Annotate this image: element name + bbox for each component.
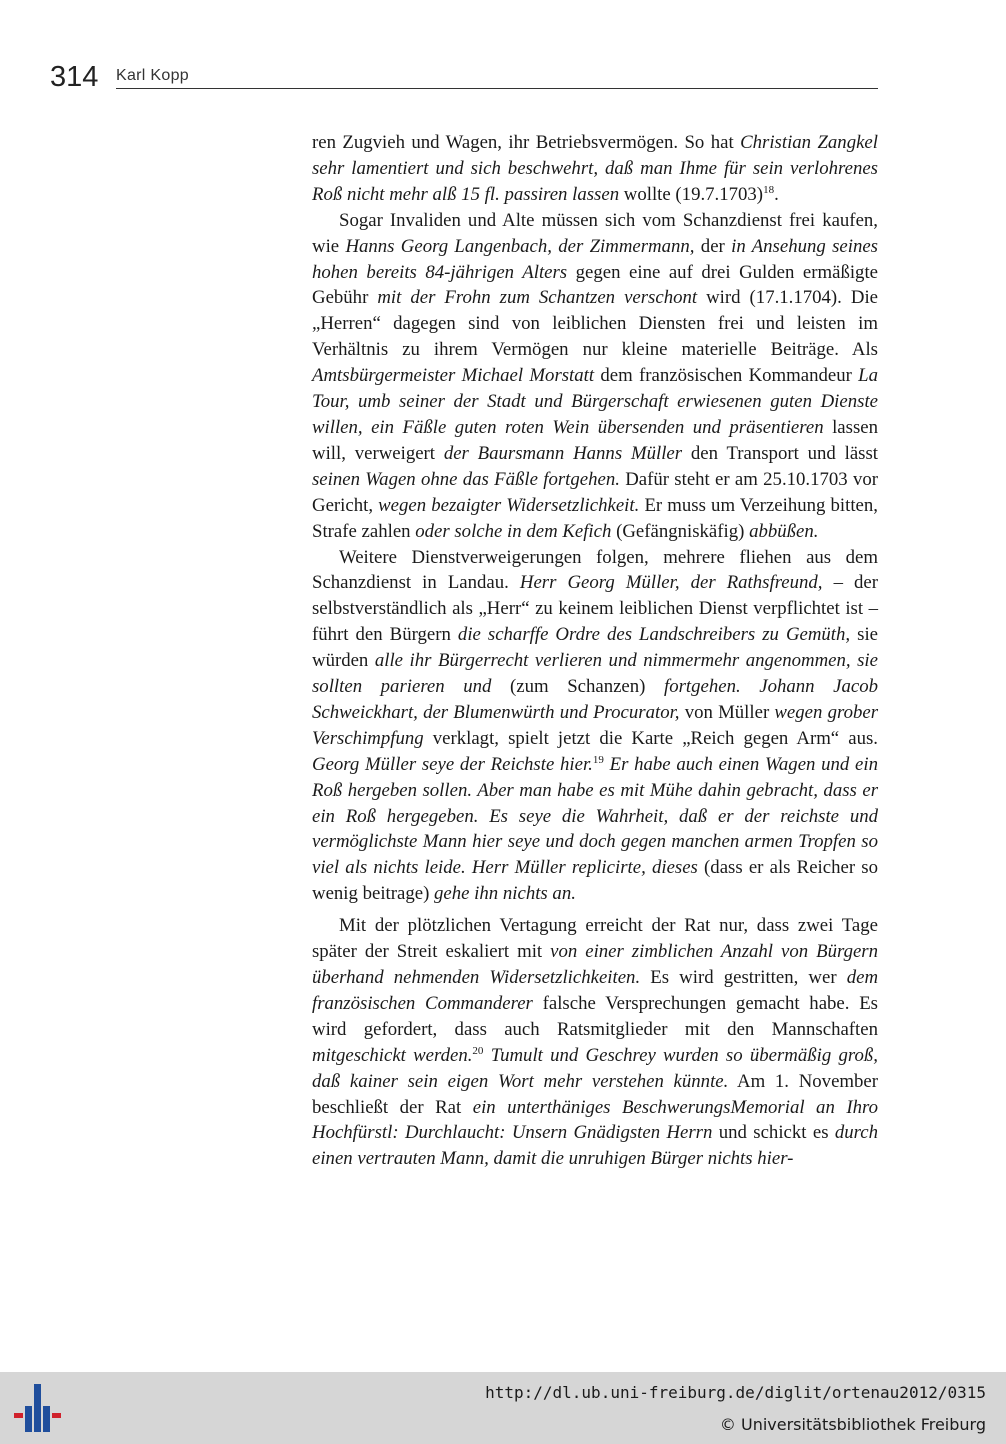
- text-run: Sogar Invaliden und Alte müssen sich vom Schanzdienst frei kaufen, wie: [312, 209, 878, 257]
- italic-quote: in Ansehung seines hohen bereits 84-jährigen Alters: [312, 235, 878, 283]
- footnote-ref: 20: [472, 1044, 484, 1057]
- italic-quote: Hanns Georg Langenbach, der Zimmermann,: [345, 235, 695, 257]
- text-run: verklagt, spielt jetzt die Karte „Reich gegen Arm“ aus.: [423, 727, 878, 749]
- text-run: (dass er als Reicher so wenig beitrage): [312, 857, 878, 905]
- footer-band: [0, 1372, 1006, 1444]
- paragraph: [312, 208, 878, 545]
- italic-quote: Georg Müller seye der Reichste hier.: [312, 753, 593, 775]
- paragraph: [312, 130, 878, 208]
- footer-copyright: © Universitätsbibliothek Freiburg: [719, 1415, 986, 1434]
- italic-quote: Amtsbürgermeister Michael Morstatt: [312, 365, 595, 387]
- italic-quote: Christian Zangkel sehr lamentiert und sich beschwehrt, daß man Ihme für sein verlohrenes Roß nicht mehr alß 15 fl. passiren lassen: [312, 132, 878, 205]
- italic-quote: dem französischen Commanderer: [312, 967, 879, 1014]
- italic-quote: Herr Georg Müller, der Rathsfreund,: [519, 572, 823, 594]
- text-run: wollte (19.7.1703): [619, 183, 764, 205]
- italic-quote: von einer zimblichen Anzahl von Bürgern überhand nehmenden Widersetzlichkeiten.: [312, 941, 878, 988]
- italic-quote: alle ihr Bürgerrecht verlieren und nimmermehr angenommen, sie sollten parieren und: [312, 650, 878, 698]
- italic-quote: durch einen vertrauten Mann, damit die unruhigen Bürger nichts hier-: [312, 1122, 878, 1170]
- text-run: Weitere Dienstverweigerungen folgen, mehrere fliehen aus dem Schanzdienst in Landau.: [312, 546, 878, 594]
- italic-quote: fortgehen. Johann Jacob Schweickhart, der Blumenwürth und Procurator,: [312, 676, 878, 723]
- text-run: sie würden: [312, 624, 878, 672]
- footnote-ref: 19: [592, 753, 604, 766]
- text-run: – der selbstverständlich als „Herr“ zu keinem leiblichen Dienst verpflichtet ist – führt den Bürgern: [312, 572, 879, 646]
- text-run: Er muss um Verzeihung bitten, Strafe zahlen: [312, 494, 878, 542]
- text-run: [483, 1045, 490, 1066]
- text-run: (zum Schanzen): [491, 676, 664, 698]
- footnote-ref: 18: [763, 183, 775, 196]
- text-run: und schickt es: [712, 1122, 835, 1144]
- text-run: Es wird gestritten, wer: [640, 967, 847, 988]
- ub-logo-icon: [12, 1382, 64, 1434]
- italic-quote: der Baursmann Hanns Müller: [443, 442, 683, 464]
- text-run: von Müller: [679, 701, 775, 723]
- italic-quote: wegen bezaigter Widersetzlichkeit.: [378, 494, 640, 516]
- body-text: [312, 130, 878, 1172]
- italic-quote: La Tour, umb seiner der Stadt und Bürgerschaft erwiesenen guten Dienste willen, ein Fäßle guten roten Wein übersenden und präsentieren: [312, 365, 878, 438]
- italic-quote: oder solche in dem Kefich: [415, 520, 612, 542]
- text-run: ren Zugvieh und Wagen, ihr Betriebsvermögen. So hat: [312, 132, 741, 153]
- italic-quote: gehe ihn nichts an.: [434, 883, 576, 905]
- italic-quote: wegen grober Verschimpfung: [312, 701, 879, 749]
- text-run: den Transport und lässt: [682, 442, 878, 464]
- text-run: gegen eine auf drei Gulden ermäßigte Gebühr: [312, 261, 878, 309]
- italic-quote: ein unterthäniges BeschwerungsMemorial an Ihro Hochfürstl: Durchlaucht: Unsern Gnädigsten Herrn: [312, 1096, 878, 1144]
- text-run: Dafür steht er am 25.10.1703 vor Gericht,: [312, 468, 878, 516]
- text-run: lassen will, verweigert: [312, 416, 878, 464]
- text-run: falsche Versprechungen gemacht habe. Es wird gefordert, dass auch Ratsmitglieder mit den Mannschaften: [312, 992, 878, 1040]
- italic-quote: Tumult und Geschrey wurden so übermäßig groß, daß kainer sein eigen Wort mehr verstehen künnte.: [312, 1044, 878, 1092]
- text-run: dem französischen Kommandeur: [594, 365, 859, 387]
- running-head: Karl Kopp: [116, 67, 189, 84]
- text-run: .: [774, 183, 779, 205]
- text-run: Am 1. November beschließt der Rat: [312, 1070, 878, 1118]
- italic-quote: Er habe auch einen Wagen und ein Roß hergeben sollen. Aber man habe es mit Mühe dahin gebracht, dass er ein Roß hergegeben. Es seye die Wahrheit, daß er der reichste und vermöglichste Mann hier seye und doch gegen manchen armen Tropfen so viel als nichts leide. Herr Müller replicirte, dieses: [312, 753, 878, 879]
- paragraph: [312, 545, 878, 908]
- italic-quote: abbüßen.: [749, 520, 819, 542]
- text-run: wird (17.1.1704). Die „Herren“ dagegen sind von leiblichen Diensten frei und leisten im Verhältnis zu ihrem Vermögen nur kleine materielle Beiträge. Als: [312, 287, 878, 361]
- italic-quote: seinen Wagen ohne das Fäßle fortgehen.: [312, 468, 620, 490]
- text-run: (Gefängniskäfig): [611, 520, 750, 542]
- page-number: 314: [50, 61, 99, 93]
- text-run: Mit der plötzlichen Vertagung erreicht der Rat nur, dass zwei Tage später der Streit eskaliert mit: [312, 915, 878, 963]
- text-run: der: [694, 235, 732, 257]
- footer-url-link[interactable]: http://dl.ub.uni-freiburg.de/diglit/ortenau2012/0315: [485, 1383, 986, 1402]
- italic-quote: mitgeschickt werden.: [312, 1044, 473, 1066]
- italic-quote: mit der Frohn zum Schantzen verschont: [377, 287, 698, 309]
- header-rule: [116, 88, 878, 89]
- paragraph: [312, 913, 878, 1172]
- italic-quote: die scharffe Ordre des Landschreibers zu Gemüth,: [457, 624, 851, 646]
